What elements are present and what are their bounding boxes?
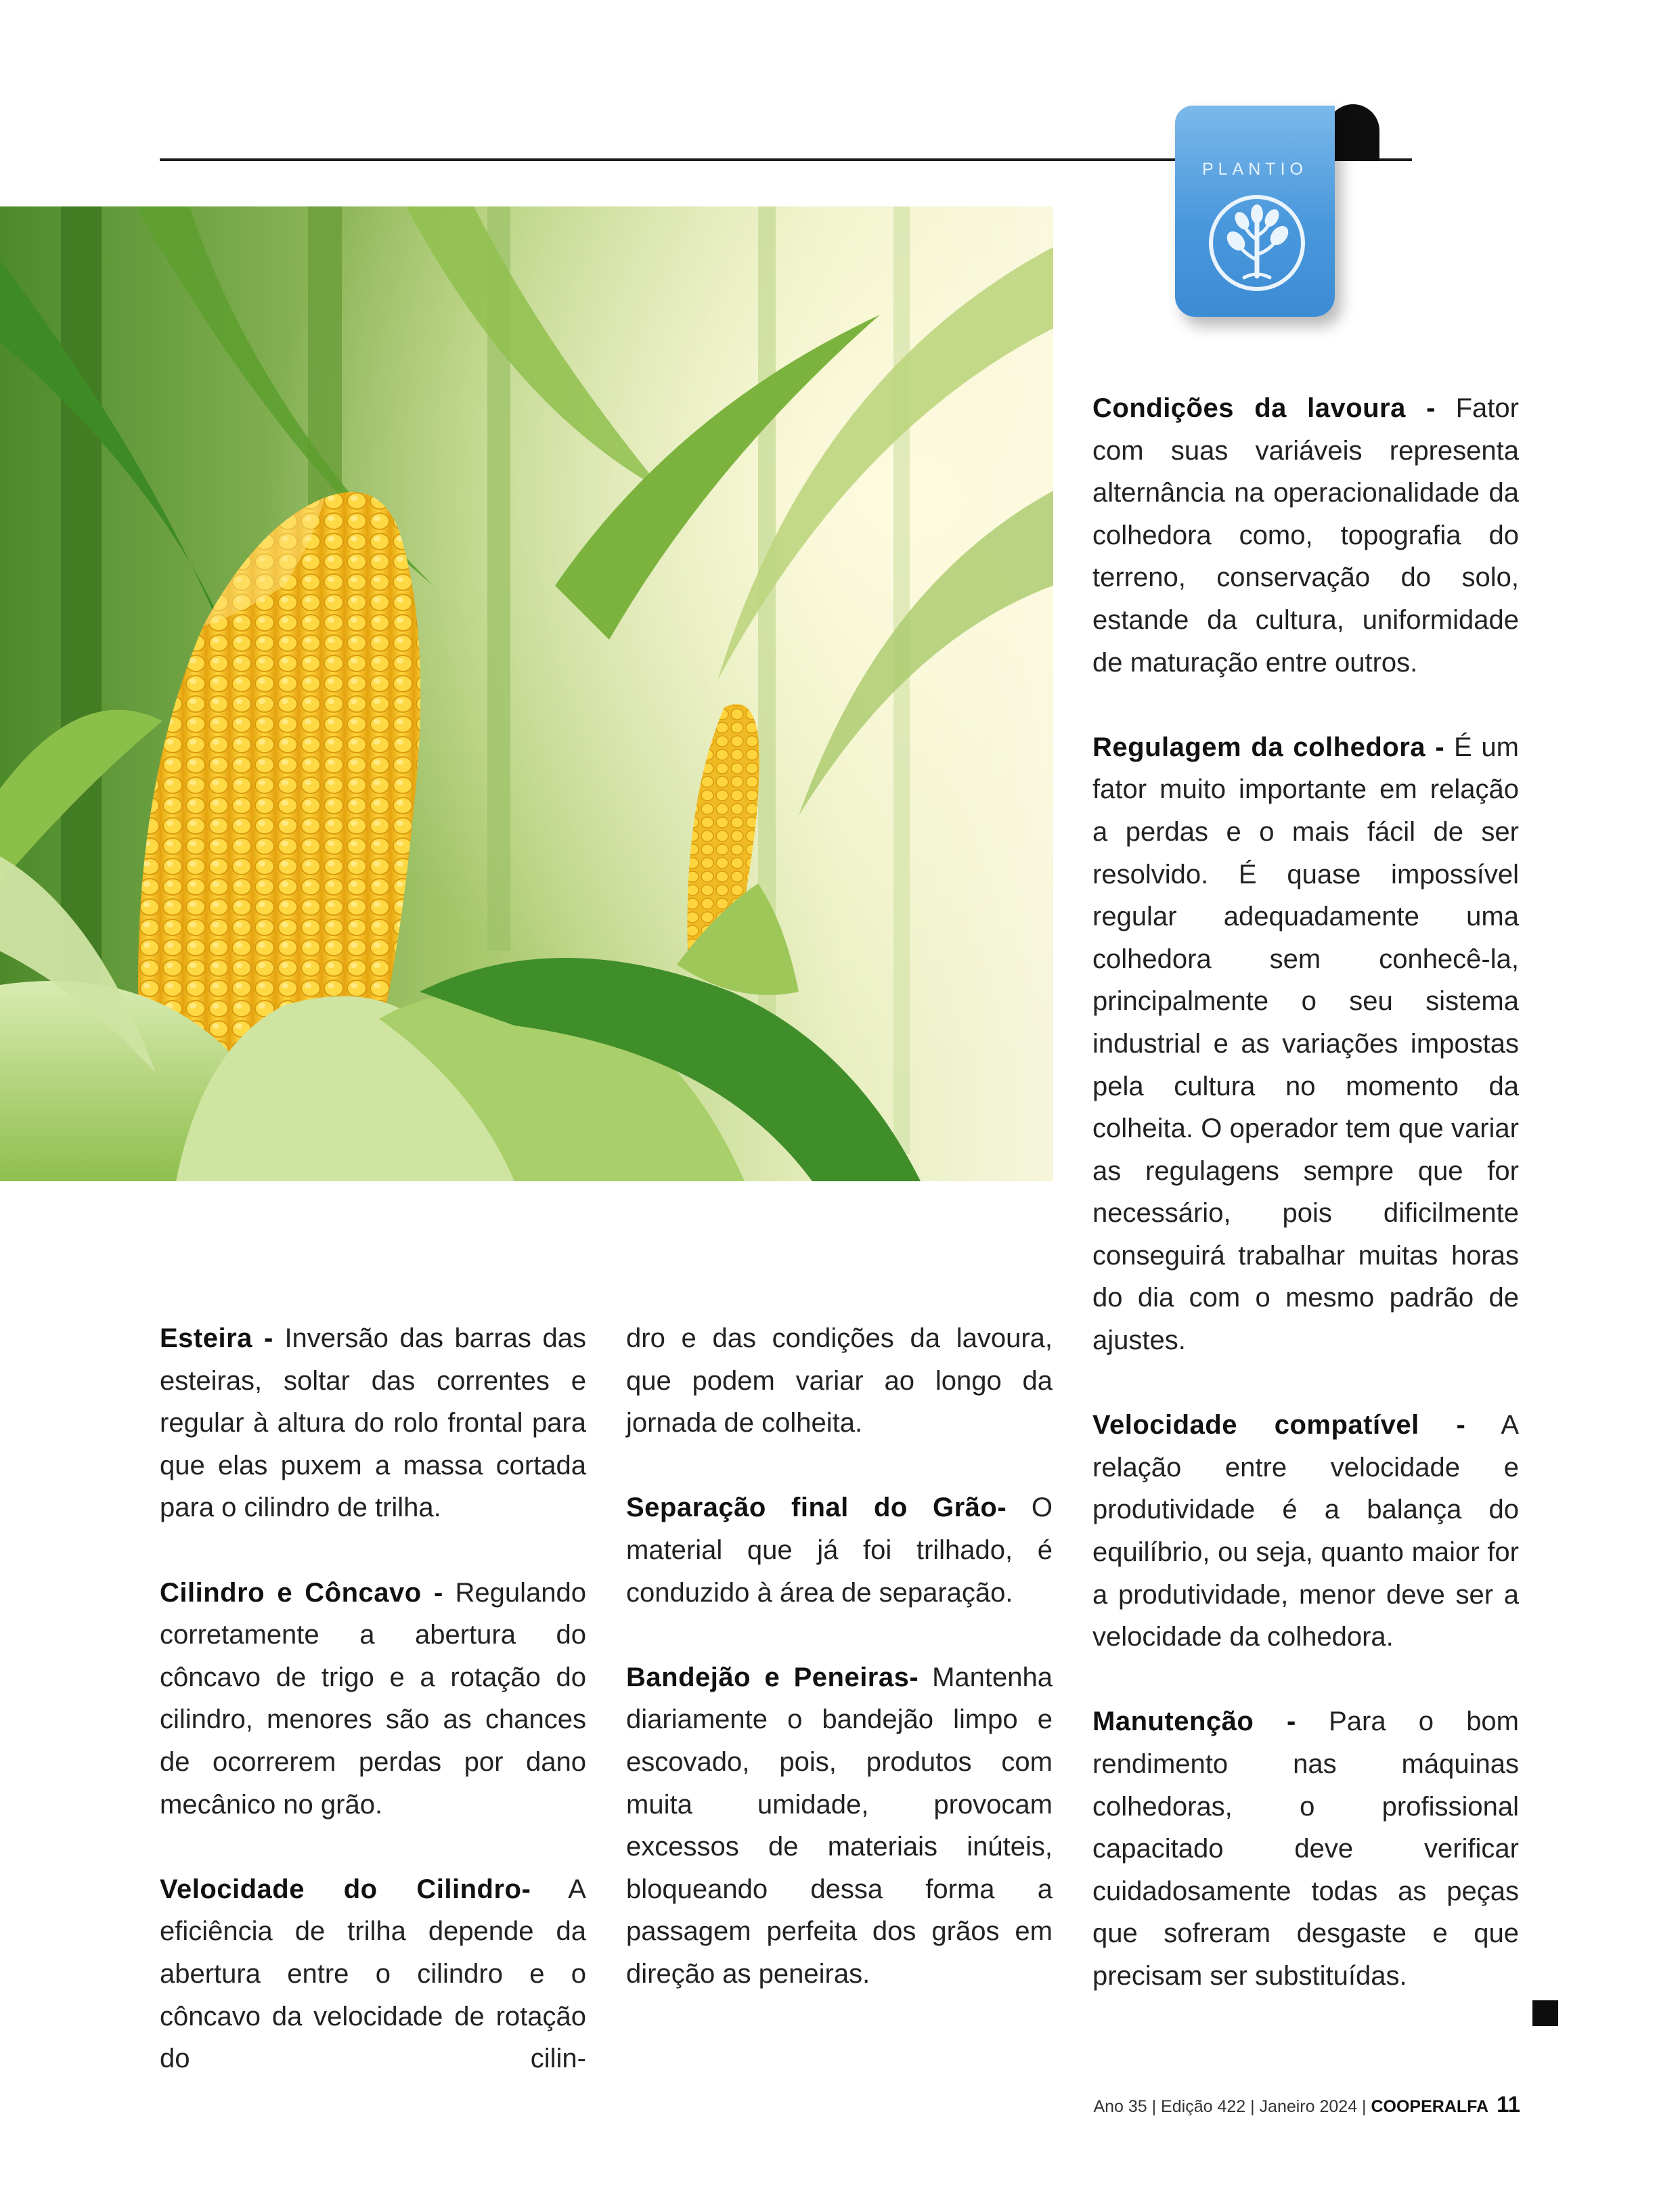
paragraph-regulagem-colhedora <box>1092 726 1519 1362</box>
paragraph-body: A eficiência de trilha depende da abertura entre o cilindro e o côncavo da velocidade de rotação do cilin- <box>160 1874 586 2074</box>
paragraph-title: Bandejão e Peneiras- <box>626 1662 919 1692</box>
paragraph-body: O material que já foi trilhado, é conduzido à área de separação. <box>626 1493 1053 1608</box>
paragraph-separacao-final <box>626 1487 1053 1614</box>
paragraph-title: Manutenção - <box>1092 1707 1296 1737</box>
paragraph-title: Cilindro e Côncavo - <box>160 1577 443 1608</box>
paragraph-body: dro e das condições da lavoura, que podem variar ao longo da jornada de colheita. <box>626 1323 1053 1438</box>
paragraph-title: Esteira - <box>160 1323 273 1353</box>
paragraph-body: A relação entre velocidade e produtividade é a balança do equilíbrio, ou seja, quanto maior for a produtividade, menor deve ser a velocidade da colhedora. <box>1092 1410 1520 1652</box>
paragraph-body: Para o bom rendimento nas máquinas colhedoras, o profissional capacitado deve verificar cuidadosamente todas as peças que sofreram desgaste e que precisam ser substituídas. <box>1092 1707 1519 1991</box>
paragraph-body: Inversão das barras das esteiras, soltar das correntes e regular à altura do rolo frontal para que elas puxem a massa cortada para o cilindro de trilha. <box>160 1323 587 1523</box>
paragraph-body: É um fator muito importante em relação a perdas e o mais fácil de ser resolvido. É quase impossível regular adequadamente uma colhedora sem conhecê-la, principalmente o seu sistema industrial e as variações impostas pela cultura no momento da colheita. O operador tem que variar as regulagens sempre que for necessário, pois dificilmente conseguirá trabalhar muitas horas do dia com o mesmo padrão de ajustes. <box>1092 732 1519 1356</box>
paragraph-title: Velocidade do Cilindro- <box>160 1874 531 1904</box>
plant-sprout-icon <box>1206 192 1308 294</box>
text-column-1 <box>160 1317 586 2080</box>
paragraph-body: Regulando corretamente a abertura do côncavo de trigo e a rotação do cilindro, menores são as chances de ocorrerem perdas por dano mecânico no grão. <box>160 1577 586 1820</box>
paragraph-body: Fator com suas variáveis representa alternância na operacionalidade da colhedora como, topografia do terreno, conservação do solo, estande da cultura, uniformidade de maturação entre outros. <box>1092 393 1519 678</box>
paragraph-velocidade-cilindro <box>160 1868 586 2080</box>
issue-info: Ano 35 | Edição 422 | Janeiro 2024 | <box>1093 2097 1371 2116</box>
paragraph-title: Regulagem da colhedora - <box>1092 732 1445 762</box>
paragraph-velocidade-compativel <box>1092 1404 1519 1658</box>
paragraph-esteira <box>160 1317 586 1529</box>
article-end-mark <box>1532 2000 1558 2026</box>
text-column-2 <box>626 1317 1053 1996</box>
paragraph-bandejao-peneiras <box>626 1656 1053 1996</box>
corn-cob-field-photo <box>0 206 1053 1181</box>
paragraph-title: Separação final do Grão- <box>626 1493 1007 1523</box>
section-tag <box>1175 106 1335 317</box>
text-column-3 <box>1092 387 1519 1998</box>
paragraph-continuation <box>626 1317 1053 1445</box>
paragraph-condicoes-lavoura <box>1092 387 1519 684</box>
paragraph-title: Condições da lavoura - <box>1092 393 1436 423</box>
paragraph-manutencao <box>1092 1700 1519 1997</box>
paragraph-cilindro-concavo <box>160 1572 586 1826</box>
page-number: 11 <box>1497 2092 1520 2117</box>
paragraph-body: Mantenha diariamente o bandejão limpo e escovado, pois, produtos com muita umidade, provocam excessos de materiais inúteis, bloqueando dessa forma a passagem perfeita dos grãos em direção as peneiras. <box>626 1662 1053 1989</box>
section-tag-label: PLANTIO <box>1202 160 1308 179</box>
paragraph-title: Velocidade compatível - <box>1092 1410 1466 1440</box>
page-footer <box>1093 2092 1520 2117</box>
publication-brand: COOPERALFA <box>1371 2097 1489 2116</box>
